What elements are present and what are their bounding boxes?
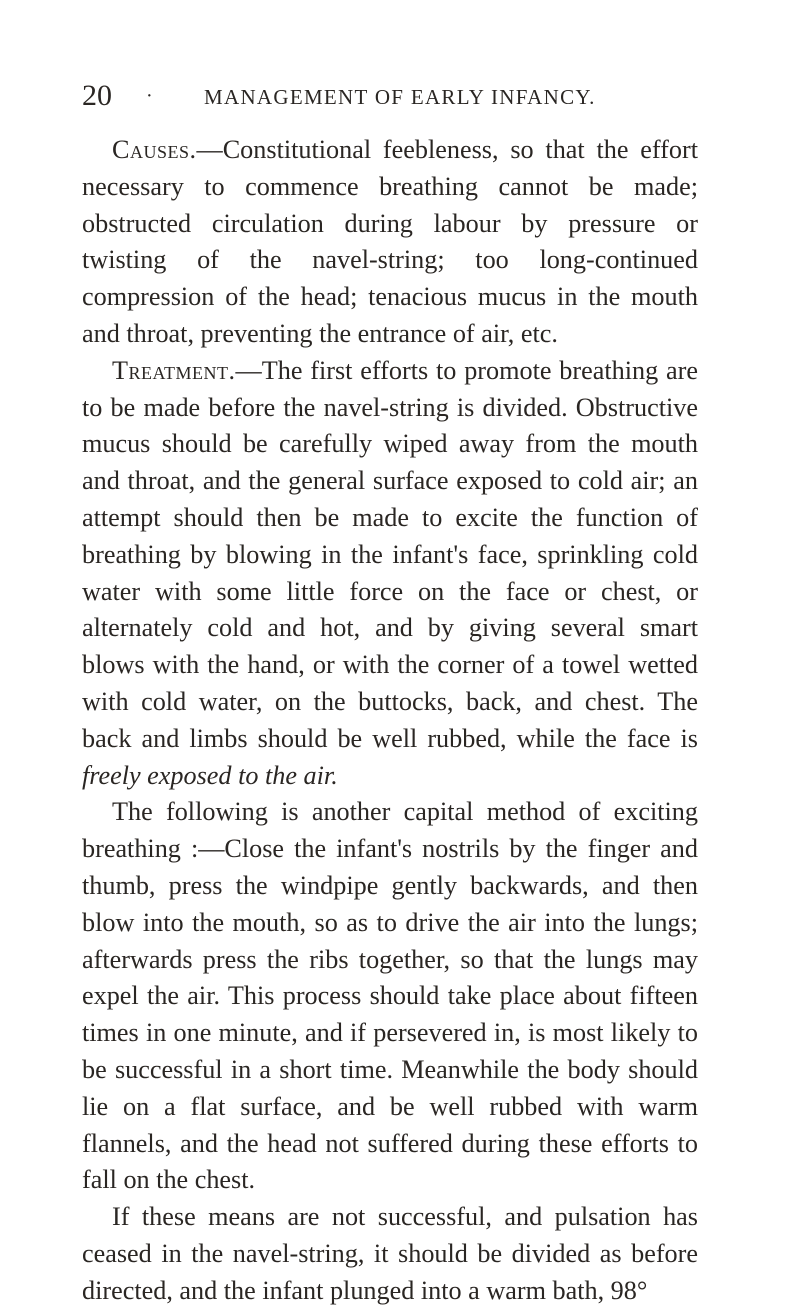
paragraph-causes: [82, 132, 698, 353]
paragraph-treatment: [82, 353, 698, 795]
page-number: 20: [82, 79, 112, 112]
causes-heading: Causes.: [112, 135, 197, 164]
running-head: MANAGEMENT OF EARLY INFANCY.: [204, 85, 596, 109]
header-separator: ·: [146, 85, 153, 107]
paragraph-unsuccessful: If these means are not successful, and pulsation has ceased in the navel-string, it should be divided as before directed, and the infant plunged into a warm bath, 98°: [82, 1202, 698, 1305]
treatment-text: —The first efforts to promote breathing are to be made before the navel-string is divided. Obstructive mucus should be carefully wiped away from the mouth and throat, and the general surface exposed to cold air; an attempt should then be made to excite the function of breathing by blowing in the infant's face, sprinkling cold water with some little force on the face or chest, or alternately cold and hot, and by giving several smart blows with the hand, or with the corner of a towel wetted with cold water, on the buttocks, back, and chest. The back and limbs should be well rubbed, while the face is: [82, 355, 698, 753]
page-header: [82, 80, 702, 112]
paragraph-method: The following is another capital method of exciting breathing :—Close the infant's nostrils by the finger and thumb, press the windpipe gently backwards, and then blow into the mouth, so as to drive the air into the lungs; afterwards press the ribs together, so that the lungs may expel the air. This process should take place about fifteen times in one minute, and if persevered in, is most likely to be successful in a short time. Meanwhile the body should lie on a flat surface, and be well rubbed with warm flannels, and the head not suffered during these efforts to fall on the chest.: [82, 797, 698, 1195]
treatment-emphasis: freely exposed to the air.: [82, 760, 338, 790]
treatment-heading: Treatment.: [112, 355, 236, 385]
causes-text: —Constitutional feebleness, so that the effort necessary to commence breathing cannot be made; obstructed circulation during labour by pressure or twisting of the navel-string; too long-continued compression of the head; tenacious mucus in the mouth and throat, preventing the entrance of air, etc.: [82, 135, 698, 348]
body-text: [82, 132, 698, 1310]
